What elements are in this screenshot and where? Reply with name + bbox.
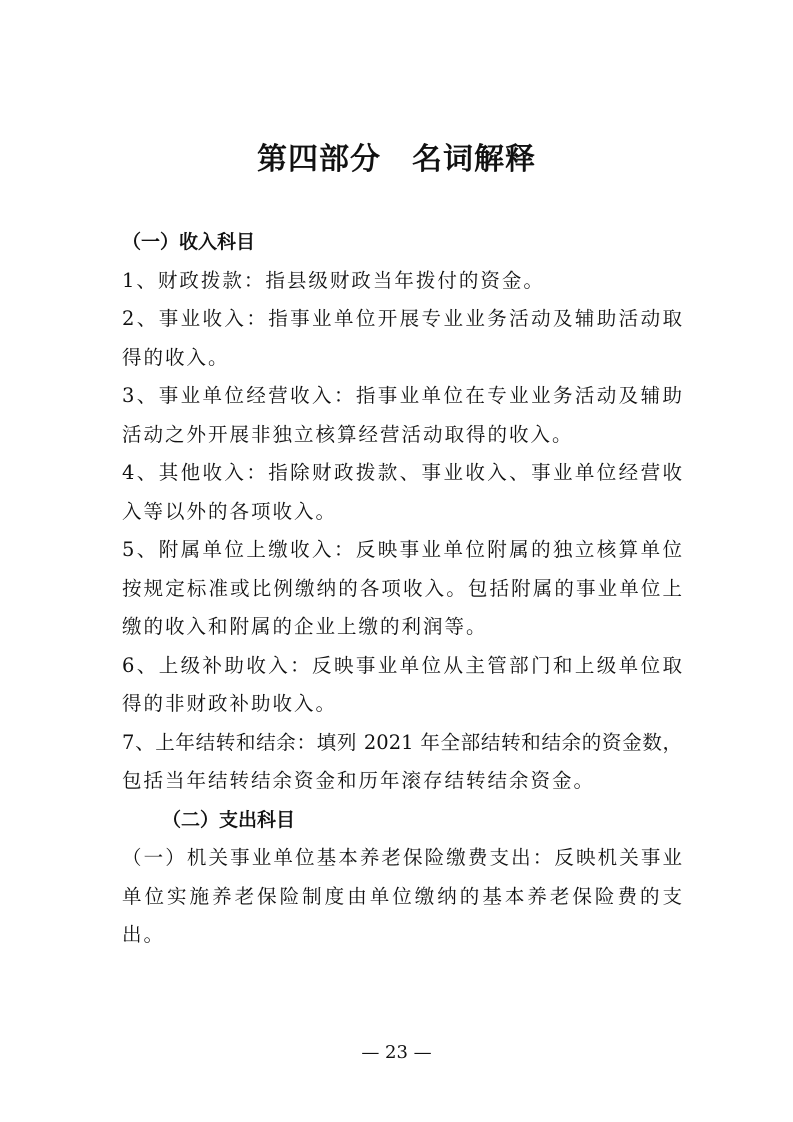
paragraph-line: 4、其他收入：指除财政拨款、事业收入、事业单位经营收 (122, 461, 682, 484)
paragraph-line: 2、事业收入：指事业单位开展专业业务活动及辅助活动取 (122, 307, 682, 330)
document-body (122, 223, 682, 955)
paragraph-line: 单位实施养老保险制度由单位缴纳的基本养老保险费的支 (122, 884, 682, 908)
paragraph-line: 得的收入。 (122, 345, 230, 369)
section-heading-income: （一）收入科目 (122, 231, 256, 253)
paragraph-line: 按规定标准或比例缴纳的各项收入。包括附属的事业单位上 (122, 576, 682, 600)
section-heading-expenditure: （二）支出科目 (162, 808, 296, 831)
paragraph-line: 缴的收入和附属的企业上缴的利润等。 (122, 615, 488, 638)
paragraph-line: 6、上级补助收入：反映事业单位从主管部门和上级单位取 (122, 653, 682, 677)
paragraph-line: （一）机关事业单位基本养老保险缴费支出：反映机关事业 (122, 846, 682, 869)
paragraph-line: 包括当年结转结余资金和历年滚存结转结余资金。 (122, 769, 596, 792)
paragraph-line: 3、事业单位经营收入：指事业单位在专业业务活动及辅助 (122, 384, 682, 407)
page-number: — 23 — (361, 1042, 432, 1063)
paragraph-line: 出。 (122, 923, 166, 946)
paragraph-line: 活动之外开展非独立核算经营活动取得的收入。 (122, 422, 574, 446)
paragraph-line: 7、上年结转和结余：填列 2021 年全部结转和结余的资金数， (122, 730, 682, 754)
paragraph-line: 得的非财政补助收入。 (122, 692, 338, 715)
paragraph-line: 1、财政拨款：指县级财政当年拨付的资金。 (122, 268, 545, 292)
page-title: 第四部分 名词解释 (257, 142, 536, 177)
paragraph-line: 入等以外的各项收入。 (122, 499, 338, 523)
paragraph-line: 5、附属单位上缴收入：反映事业单位附属的独立核算单位 (122, 538, 682, 561)
